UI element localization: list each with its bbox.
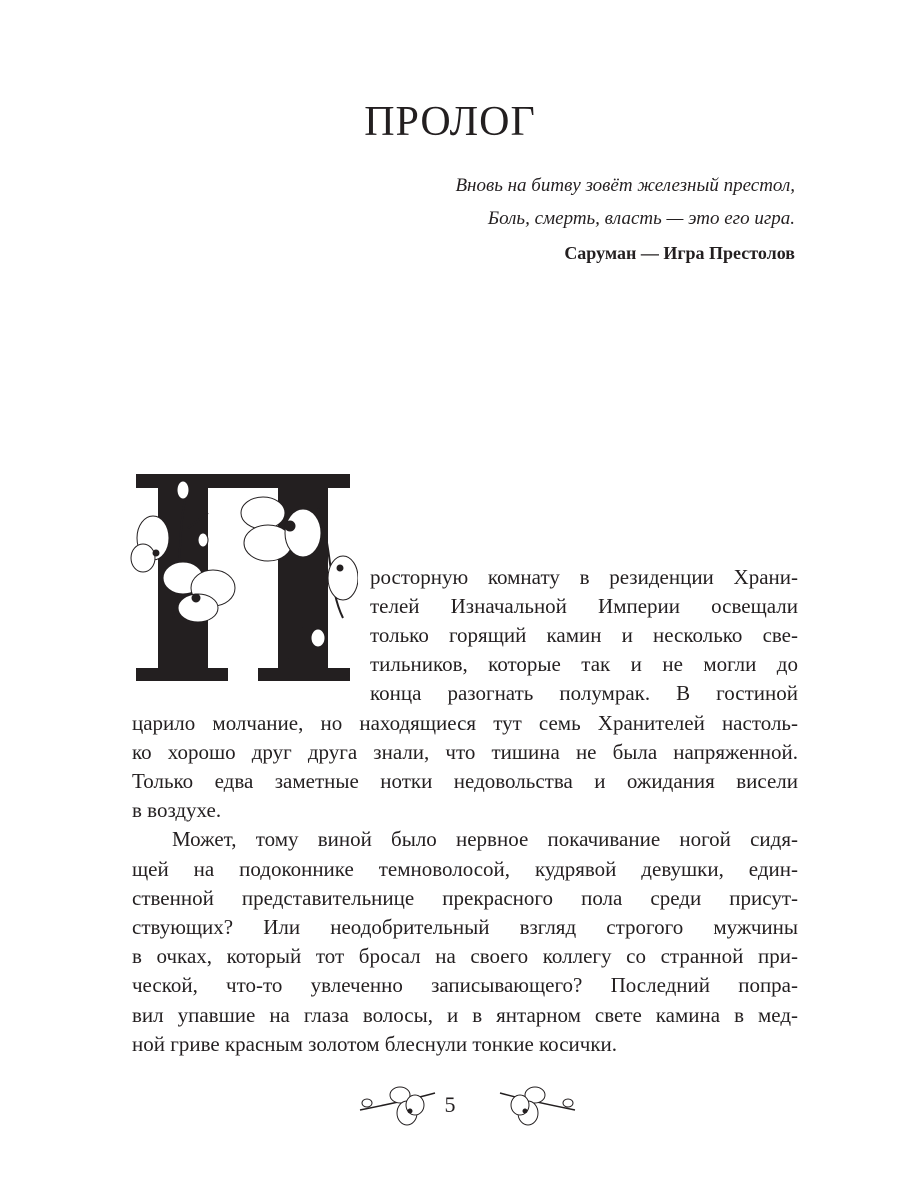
text-line: вил упавшие на глаза волосы, и в янтарном свете камина в мед- — [132, 1003, 798, 1027]
text-line: ствующих? Или неодобрительный взгляд строгого мужчины — [132, 915, 798, 939]
text-line: конца разогнать полумрак. В гостиной — [370, 681, 798, 705]
text-line: ческой, что-то увлеченно записывающего? Последний попра- — [132, 973, 798, 997]
text-line: царило молчание, но находящиеся тут семь Хранителей настоль- — [132, 711, 798, 735]
epigraph-line: Вновь на битву зовёт железный престол, — [455, 175, 795, 196]
text-line: ственной представительнице прекрасного пола среди присут- — [132, 886, 798, 910]
page-number: 5 — [444, 1092, 456, 1117]
chapter-title: ПРОЛОГ — [364, 99, 536, 146]
text-line: в воздухе. — [132, 798, 222, 822]
text-line: Может, тому виной было нервное покачивание ногой сидя- — [172, 827, 798, 851]
epigraph-line: Боль, смерть, власть — это его игра. — [487, 208, 795, 229]
text-line: росторную комнату в резиденции Храни- — [370, 565, 798, 589]
text-line: в очках, который тот бросал на своего коллегу со странной при- — [132, 944, 798, 968]
text-line: тильников, которые так и не могли до — [370, 652, 798, 676]
drop-cap-illustration — [128, 468, 358, 693]
text-line: только горящий камин и несколько све- — [370, 623, 798, 647]
epigraph-attribution: Саруман — Игра Престолов — [564, 243, 795, 263]
magnolia-ornament-right-icon — [490, 1075, 580, 1135]
text-line: ко хорошо друг друга знали, что тишина не была напряженной. — [132, 740, 798, 764]
text-line: щей на подоконнике темноволосой, кудрявой девушки, един- — [132, 857, 798, 881]
text-line: Только едва заметные нотки недовольства и ожидания висели — [132, 769, 798, 793]
text-line: ной гриве красным золотом блеснули тонкие косички. — [132, 1032, 618, 1056]
text-line: телей Изначальной Империи освещали — [370, 594, 798, 618]
